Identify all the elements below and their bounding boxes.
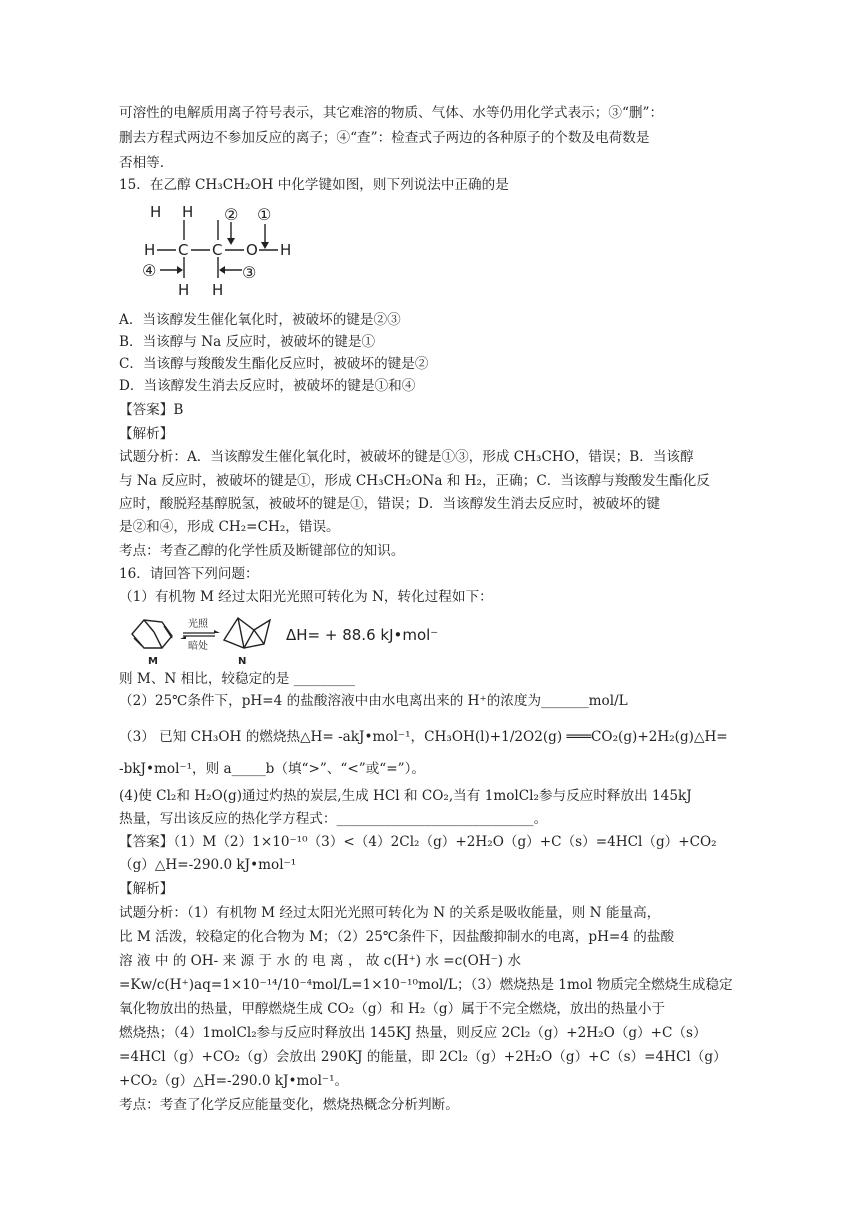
atom-h: H — [280, 241, 292, 259]
atom-h: H — [212, 281, 224, 299]
reaction-figure — [128, 608, 438, 666]
bond-marker: ③ — [242, 263, 257, 282]
paragraph-line: 比 M 活泼，较稳定的化合物为 M；（2）25℃条件下，因盐酸抑制水的电离，pH=4 的盐酸 — [119, 929, 675, 945]
paragraph-line: 是②和④，形成 CH₂=CH₂，错误。 — [119, 519, 340, 535]
atom-c: C — [178, 241, 189, 259]
atom-h: H — [144, 241, 156, 259]
option-b: B．当该醇与 Na 反应时，被破坏的键是① — [119, 334, 376, 350]
answer-line: 【答案】（1）M（2）1×10⁻¹⁰（3）<（4）2Cl₂（g）+2H₂O（g）+C（s）=4HCl（g）+CO₂ — [119, 834, 717, 850]
option-c: C．当该醇与羧酸发生酯化反应时，被破坏的键是② — [119, 356, 429, 372]
paragraph-line: （1）有机物 M 经过太阳光光照可转化为 N，转化过程如下： — [119, 589, 493, 605]
paragraph-line: 与 Na 反应时，被破坏的键是①，形成 CH₃CH₂ONa 和 H₂，正确；C．当该醇与羧酸发生酯化反 — [119, 473, 710, 489]
bond-marker: ④ — [142, 261, 157, 280]
key-point: 考点：考查了化学反应能量变化，燃烧热概念分析判断。 — [119, 1097, 459, 1113]
answer-line: （g）△H=-290.0 kJ•mol⁻¹ — [119, 857, 297, 873]
arrow-label-top: 光照 — [188, 619, 208, 630]
paragraph-line: 试题分析：A．当该醇发生催化氧化时，被破坏的键是①③，形成 CH₃CHO，错误；B．当该醇 — [119, 449, 694, 465]
reaction-arrow — [180, 630, 220, 639]
bond-marker: ② — [224, 205, 239, 224]
atom-h: H — [178, 281, 190, 299]
ethanol-bond-diagram — [140, 200, 310, 302]
paragraph-line: 试题分析：（1）有机物 M 经过太阳光光照可转化为 N 的关系是吸收能量，则 N 能量高， — [119, 905, 661, 921]
atom-c: C — [212, 241, 223, 259]
paragraph-line: 应时，酸脱羟基醇脱氢，被破坏的键是①，错误；D．当该醇发生消去反应时，被破坏的键 — [119, 496, 661, 512]
paragraph-line: 热量，写出该反应的热化学方程式：_____________________________。 — [119, 811, 548, 827]
bond-marker: ① — [257, 205, 272, 224]
paragraph-line: =Kw/c(H⁺)aq=1×10⁻¹⁴/10⁻⁴mol/L=1×10⁻¹⁰mol/L；（3）燃烧热是 1mol 物质完全燃烧生成稳定 — [119, 977, 733, 993]
paragraph-line: （2）25℃条件下，pH=4 的盐酸溶液中由水电离出来的 H⁺的浓度为_______mol/L — [119, 693, 628, 709]
paragraph-line: 则 M、N 相比，较稳定的是 _________ — [119, 671, 355, 687]
paragraph-line: (4)使 Cl₂和 H₂O(g)通过灼热的炭层,生成 HCl 和 CO₂,当有 1molCl₂参与反应时释放出 145kJ — [119, 788, 692, 804]
key-point: 考点：考查乙醇的化学性质及断键部位的知识。 — [119, 543, 405, 559]
paragraph-line: -bkJ•mol⁻¹，则 a_____b（填“>”、“<”或“=”）。 — [119, 761, 425, 777]
paragraph-line: 溶 液 中 的 OH- 来 源 于 水 的 电 离 ， 故 c(H⁺) 水 =c(OH⁻) 水 — [119, 953, 521, 969]
option-a: A．当该醇发生催化氧化时，被破坏的键是②③ — [119, 312, 401, 328]
paragraph-line: =4HCl（g）+CO₂（g）会放出 290KJ 的能量，即 2Cl₂（g）+2H₂O（g）+C（s）=4HCl（g） — [119, 1049, 727, 1065]
atom-h: H — [182, 203, 194, 221]
answer-label: 【答案】B — [119, 402, 184, 418]
option-d: D．当该醇发生消去反应时，被破坏的键是①和④ — [119, 378, 416, 394]
paragraph-line: +CO₂（g）△H=-290.0 kJ•mol⁻¹。 — [119, 1073, 349, 1089]
paragraph-line: 燃烧热；（4）1molCl₂参与反应时释放出 145KJ 热量，则反应 2Cl₂（g）+2H₂O（g）+C（s） — [119, 1025, 707, 1041]
analysis-heading: 【解析】 — [119, 426, 174, 442]
molecule-m — [132, 620, 172, 648]
atom-h: H — [150, 203, 162, 221]
label-m: M — [148, 656, 158, 666]
atom-o: O — [246, 241, 258, 259]
question-16-stem: 16．请回答下列问题： — [119, 566, 259, 582]
paragraph-line: 氧化物放出的热量，甲醇燃烧生成 CO₂（g）和 H₂（g）属于不完全燃烧，放出的热量小于 — [119, 1001, 666, 1017]
analysis-heading: 【解析】 — [119, 881, 174, 897]
enthalpy-change: ΔH= + 88.6 kJ•mol⁻¹ — [286, 626, 438, 644]
arrow-label-bottom: 暗处 — [188, 641, 208, 652]
paragraph-line: （3） 已知 CH₃OH 的燃烧热△H= -akJ•mol⁻¹，CH₃OH(l)+1/2O2(g) ═══CO₂(g)+2H₂(g)△H= — [119, 729, 728, 745]
label-n: N — [238, 656, 247, 666]
question-15-stem: 15．在乙醇 CH₃CH₂OH 中化学键如图，则下列说法中正确的是 — [119, 177, 509, 193]
molecule-n — [224, 618, 270, 648]
paragraph-line: 删去方程式两边不参加反应的离子；④“查”：检查式子两边的各种原子的个数及电荷数是 — [119, 130, 650, 146]
paragraph-line: 否相等. — [119, 155, 165, 171]
paragraph-line: 可溶性的电解质用离子符号表示，其它难溶的物质、气体、水等仍用化学式表示；③“删”： — [119, 105, 664, 121]
